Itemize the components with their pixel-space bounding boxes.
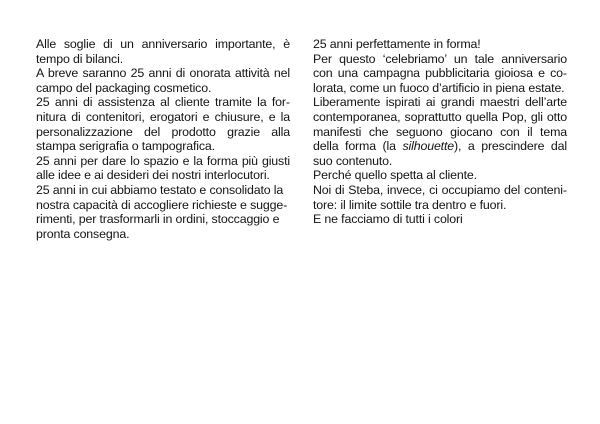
pop-art-text-end: ), a prescindere dal suo contenuto. — [313, 139, 567, 168]
silhouette-italic: silhouette — [402, 139, 455, 154]
left-text-column — [36, 37, 290, 241]
paragraph-colors: E ne facciamo di tutti i colori — [313, 212, 463, 227]
paragraph-pop-art — [313, 95, 567, 168]
paragraph-anniversary: Alle soglie di un anniversario importante, è tempo di bilanci. — [36, 37, 290, 66]
paragraph-assistance: 25 anni di assistenza al cliente tramite la fornitura di contenitori, erogatori e chiusure, e la personalizzazione del prodotto grazie alla stampa serigrafia o tampografica. — [36, 95, 290, 154]
paragraph-campaign: Per questo ‘celebriamo’ un tale anniversario con una campagna pubblicitaria gioiosa e colorata, come un fuoco d’artificio in piena estate. — [313, 51, 567, 95]
paragraph-capacity: 25 anni in cui abbiamo testato e consolidato la nostra capacità di accogliere richieste e suggerimenti, per trasformarli in ordini, stoccaggio e pronta consegna. — [36, 182, 288, 241]
paragraph-in-shape: 25 anni perfettamente in forma! — [313, 37, 481, 51]
paragraph-packaging: A breve saranno 25 anni di onorata attività nel campo del packaging cosmetico. — [36, 66, 290, 95]
pop-art-text-start: Liberamente ispirati ai grandi maestri dell’arte contemporanea, soprattutto quella Pop, gli otto manifesti che seguono giocano con il tema della forma (la — [313, 95, 567, 154]
right-text-column — [313, 37, 567, 227]
paragraph-space-form: 25 anni per dare lo spazio e la forma più giusti alle idee e ai desideri dei nostri interlocutori. — [36, 153, 290, 183]
paragraph-client: Perché quello spetta al cliente. — [313, 168, 477, 183]
paragraph-steba: Noi di Steba, invece, ci occupiamo del contenitore: il limite sottile tra dentro e fuori. — [313, 182, 567, 212]
